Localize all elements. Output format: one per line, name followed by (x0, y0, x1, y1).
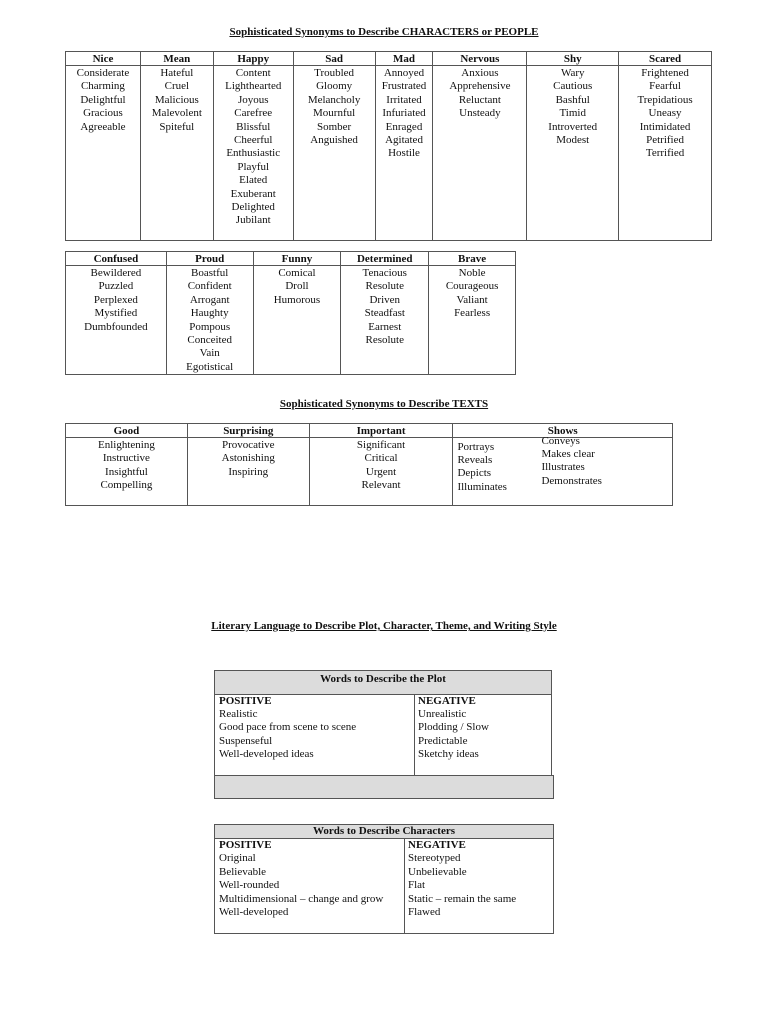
list-item: Flat (408, 879, 426, 892)
synonym-word: Gloomy (316, 80, 353, 93)
synonym-word: Modest (556, 134, 590, 147)
synonym-word: Mystified (94, 307, 138, 320)
character-negative-label: NEGATIVE (408, 839, 466, 851)
synonym-word: Driven (369, 293, 401, 306)
synonym-word: Anxious (461, 67, 499, 79)
synonym-word: Compelling (100, 479, 153, 492)
column-header-good: Good (66, 424, 188, 438)
shows-left-list (457, 441, 507, 494)
synonym-word: Comical (278, 267, 316, 279)
synonym-word: Enraged (385, 120, 423, 133)
character-positive-label: POSITIVE (219, 839, 272, 851)
synonym-word: Cheerful (233, 134, 273, 147)
synonym-word: Mournful (313, 107, 356, 120)
synonym-word: Relevant (361, 479, 401, 492)
synonym-word: Delightful (80, 93, 126, 106)
synonym-word: Cautious (553, 80, 593, 93)
synonym-word: Joyous (237, 93, 269, 106)
synonym-word: Somber (316, 120, 352, 133)
synonym-word: Hostile (388, 147, 420, 160)
synonym-word: Bewildered (90, 267, 142, 279)
list-item: Stereotyped (408, 852, 461, 865)
synonym-word: Provocative (221, 439, 275, 451)
synonym-word: Delighted (231, 201, 275, 214)
synonym-word: Lighthearted (225, 80, 282, 93)
plot-box-footer (214, 775, 554, 799)
list-item: Suspenseful (219, 734, 273, 747)
synonym-word: Intimidated (639, 120, 691, 133)
synonym-word: Vain (199, 347, 220, 360)
synonym-word: Puzzled (98, 280, 134, 293)
character-words-box (214, 824, 554, 934)
synonym-word: Dumbfounded (84, 320, 148, 333)
synonym-word: Tenacious (362, 267, 407, 279)
column-header-shows: Shows (453, 424, 673, 438)
column-header-brave: Brave (429, 252, 516, 266)
column-cell-sad (293, 66, 375, 241)
synonym-word: Exuberant (230, 187, 276, 200)
synonym-word: Makes clear (541, 448, 595, 461)
column-header-funny: Funny (253, 252, 341, 266)
synonym-word: Illuminates (457, 480, 507, 493)
column-header-sad: Sad (293, 52, 375, 66)
column-header-important: Important (309, 424, 453, 438)
synonym-word: Content (235, 67, 271, 79)
synonym-word: Irritated (386, 93, 422, 106)
list-item: Well-developed (219, 906, 289, 919)
texts-heading: Sophisticated Synonyms to Describe TEXTS (279, 398, 489, 410)
column-cell-mad (375, 66, 433, 241)
synonym-word: Resolute (365, 334, 404, 347)
synonym-word: Critical (364, 452, 398, 465)
synonym-word: Steadfast (364, 307, 405, 320)
synonym-word: Perplexed (93, 293, 138, 306)
synonym-word: Cruel (164, 80, 190, 93)
synonym-word: Conceited (187, 334, 232, 347)
synonym-word: Courageous (445, 280, 499, 293)
column-cell-determined (341, 266, 429, 375)
column-header-determined: Determined (341, 252, 429, 266)
column-header-mad: Mad (375, 52, 433, 66)
synonym-word: Enthusiastic (226, 147, 281, 160)
synonym-word: Illustrates (541, 461, 585, 474)
column-cell-proud (166, 266, 253, 375)
synonym-word: Blissful (236, 120, 271, 133)
synonym-word: Boastful (191, 267, 229, 279)
synonym-word: Urgent (365, 465, 397, 478)
column-cell-happy (213, 66, 293, 241)
list-item: Flawed (408, 906, 441, 919)
synonym-word: Valiant (456, 293, 488, 306)
synonym-word: Bashful (555, 93, 590, 106)
synonym-word: Spiteful (159, 120, 195, 133)
synonym-word: Charming (80, 80, 125, 93)
synonym-word: Hateful (160, 67, 194, 79)
text-synonyms-table (65, 423, 673, 506)
synonym-word: Arrogant (189, 293, 230, 306)
synonym-word: Noble (458, 267, 486, 279)
column-cell-important (309, 438, 453, 506)
synonym-word: Terrified (645, 147, 685, 160)
list-item: Multidimensional – change and grow (219, 892, 384, 905)
synonym-word: Confident (187, 280, 232, 293)
column-cell-brave (429, 266, 516, 375)
synonym-word: Carefree (234, 107, 273, 120)
synonym-word: Depicts (457, 467, 492, 480)
column-header-scared: Scared (619, 52, 712, 66)
plot-positive-label: POSITIVE (219, 695, 272, 707)
synonym-word: Enlightening (98, 439, 155, 451)
synonym-word: Frightened (641, 67, 689, 79)
list-item: Well-developed ideas (219, 747, 314, 760)
synonym-word: Egotistical (186, 360, 234, 373)
synonym-word: Unsteady (459, 107, 501, 120)
synonym-word: Petrified (646, 134, 684, 147)
synonym-word: Troubled (314, 67, 355, 79)
synonym-word: Annoyed (383, 67, 425, 79)
synonym-word: Pompous (189, 320, 231, 333)
column-header-confused: Confused (66, 252, 167, 266)
synonym-word: Introverted (548, 120, 598, 133)
column-header-proud: Proud (166, 252, 253, 266)
synonym-word: Fearful (649, 80, 681, 93)
column-header-happy: Happy (213, 52, 293, 66)
synonym-word: Playful (237, 160, 270, 173)
synonym-word: Trepidatious (637, 93, 693, 106)
synonym-word: Uneasy (648, 107, 682, 120)
synonym-word: Reveals (457, 454, 493, 467)
list-item: Original (219, 852, 256, 865)
synonym-word: Agreeable (80, 120, 126, 133)
synonym-word: Fearless (454, 307, 491, 320)
synonym-word: Significant (356, 439, 406, 451)
plot-negative-column (414, 695, 489, 761)
synonym-word: Malicious (154, 93, 199, 106)
synonym-word: Elated (239, 174, 268, 187)
synonym-word: Anguished (310, 134, 358, 147)
character-synonyms-table-2 (65, 251, 516, 375)
column-header-mean: Mean (140, 52, 213, 66)
synonym-word: Conveys (541, 435, 580, 447)
synonym-word: Agitated (385, 134, 423, 147)
synonym-word: Apprehensive (449, 80, 511, 93)
column-header-nervous: Nervous (433, 52, 527, 66)
plot-negative-label: NEGATIVE (418, 695, 476, 707)
column-cell-good (66, 438, 188, 506)
list-item: Static – remain the same (408, 892, 517, 905)
column-cell-nice (66, 66, 141, 241)
list-item: Plodding / Slow (418, 721, 489, 734)
synonym-word: Reluctant (458, 93, 501, 106)
characters-heading: Sophisticated Synonyms to Describe CHARACTERS or PEOPLE (229, 26, 539, 38)
synonym-word: Insightful (105, 465, 148, 478)
column-cell-nervous (433, 66, 527, 241)
synonym-word: Malevolent (151, 107, 202, 120)
column-header-shy: Shy (527, 52, 619, 66)
column-header-surprising: Surprising (187, 424, 309, 438)
synonym-word: Resolute (365, 280, 404, 293)
synonym-word: Astonishing (221, 452, 275, 465)
list-item: Sketchy ideas (418, 747, 479, 760)
column-cell-surprising (187, 438, 309, 506)
list-item: Unbelievable (408, 865, 467, 878)
character-negative-column (404, 839, 516, 919)
synonym-word: Melancholy (307, 93, 361, 106)
column-cell-mean (140, 66, 213, 241)
list-item: Predictable (418, 734, 468, 747)
synonym-word: Droll (285, 280, 309, 293)
synonym-word: Gracious (83, 107, 123, 120)
synonym-word: Wary (560, 67, 585, 79)
synonym-word: Humorous (273, 293, 321, 306)
column-cell-shy (527, 66, 619, 241)
list-item: Well-rounded (219, 879, 280, 892)
column-cell-confused (66, 266, 167, 375)
character-positive-column (215, 839, 383, 919)
list-item: Realistic (219, 708, 258, 721)
synonym-word: Considerate (76, 67, 130, 79)
synonym-word: Inspiring (228, 465, 269, 478)
synonym-word: Instructive (102, 452, 150, 465)
plot-positive-column (215, 695, 415, 761)
shows-right-list (541, 435, 601, 488)
plot-box-title: Words to Describe the Plot (215, 671, 551, 695)
list-item: Good pace from scene to scene (219, 721, 357, 734)
column-cell-shows (453, 435, 673, 506)
plot-words-box (214, 670, 552, 776)
literary-heading: Literary Language to Describe Plot, Character, Theme, and Writing Style (211, 620, 557, 632)
character-synonyms-table-1 (65, 51, 712, 241)
synonym-word: Infuriated (382, 107, 426, 120)
character-box-title: Words to Describe Characters (215, 825, 553, 839)
synonym-word: Portrays (457, 441, 495, 453)
column-header-nice: Nice (66, 52, 141, 66)
synonym-word: Timid (559, 107, 586, 120)
column-cell-scared (619, 66, 712, 241)
synonym-word: Jubilant (235, 214, 271, 227)
list-item: Believable (219, 865, 267, 878)
synonym-word: Earnest (368, 320, 402, 333)
column-cell-funny (253, 266, 341, 375)
synonym-word: Frustrated (381, 80, 427, 93)
synonym-word: Demonstrates (541, 474, 602, 487)
synonym-word: Haughty (190, 307, 229, 320)
list-item: Unrealistic (418, 708, 467, 721)
